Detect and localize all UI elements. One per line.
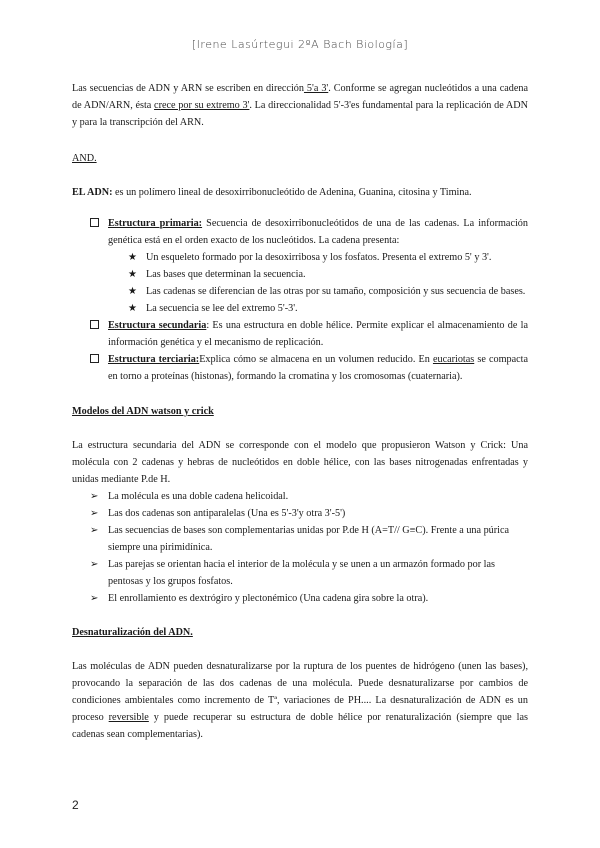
adn-label: EL ADN: xyxy=(72,187,113,198)
structure-text: Secuencia de desoxirribonucleótidos de una de las cadenas. La información genética está en el orden exacto de los nucleótidos. La cadena presenta: xyxy=(108,218,528,246)
structure-item-secondary xyxy=(90,317,528,351)
structure-item-primary xyxy=(90,215,528,317)
bullet-text: La molécula es una doble cadena helicoidal. xyxy=(108,491,289,502)
desnat-text: y puede recuperar su estructura de doble hélice por renaturalización (siempre que las cadenas sean complementarias). xyxy=(72,712,528,740)
structure-text: se compacta en torno a proteínas (histonas), formando la cromatina y los cromosomas (cuaternaria). xyxy=(108,354,529,382)
star-bullet-icon: ★ xyxy=(128,269,137,280)
arrow-bullet-icon: ➢ xyxy=(90,525,99,536)
document-body xyxy=(72,80,528,743)
list-item xyxy=(90,505,528,522)
bullet-text: El enrollamiento es dextrógiro y plectonémico (Una cadena gira sobre la otra). xyxy=(108,593,429,604)
reversible-underlined: reversible xyxy=(108,712,149,723)
structure-item-tertiary xyxy=(90,351,528,385)
watson-bullets xyxy=(72,488,528,607)
list-item xyxy=(128,283,528,300)
extremo-underlined: crece por su extremo 3' xyxy=(154,100,250,111)
eucariotas-underlined: eucariotas xyxy=(432,354,475,365)
star-bullet-icon: ★ xyxy=(128,303,137,314)
desnat-heading: Desnaturalización del ADN. xyxy=(72,627,193,638)
checkbox-icon xyxy=(90,354,99,363)
desnat-text: Las moléculas de ADN pueden desnaturalizarse por la ruptura de los puentes de hidrógeno (unen las bases), provocando la separación de las dos cadenas de una molécula. Puede desnaturalizarse por cambios de condiciones ambientales como incremento de Tª, variaciones de PH.... La desnaturalización de ADN es un proceso xyxy=(72,661,528,723)
intro-paragraph xyxy=(72,80,528,131)
bullet-text: Las secuencias de bases son complementarias unidas por P.de H (A=T// G≡C). Frente a una púrica siempre una pirimidínica. xyxy=(108,525,510,553)
intro-text: . La direccionalidad 5'-3'es fundamental para la replicación de ADN y para la transcripción del ARN. xyxy=(72,100,528,128)
arrow-bullet-icon: ➢ xyxy=(90,491,99,502)
list-item xyxy=(90,488,528,505)
list-item xyxy=(128,300,528,317)
list-item xyxy=(90,556,528,590)
structure-label: Estructura primaria: xyxy=(108,218,203,229)
desnat-paragraph xyxy=(72,658,528,743)
arrow-bullet-icon: ➢ xyxy=(90,559,99,570)
star-bullet-icon: ★ xyxy=(128,286,137,297)
list-item xyxy=(90,590,528,607)
checkbox-icon xyxy=(90,320,99,329)
primary-bullets xyxy=(108,249,528,317)
direction-underlined: 5'a 3' xyxy=(303,83,329,94)
bullet-text: Las parejas se orientan hacia el interior de la molécula y se unen a un armazón formado por las pentosas y los grupos fosfatos. xyxy=(108,559,495,587)
structure-text: : Es una estructura en doble hélice. Permite explicar el almacenamiento de la información genética y el mecanismo de replicación. xyxy=(108,320,528,348)
watson-heading: Modelos del ADN watson y crick xyxy=(72,406,214,417)
star-bullet-icon: ★ xyxy=(128,252,137,263)
bullet-text: Las bases que determinan la secuencia. xyxy=(146,269,306,280)
structure-label: Estructura secundaria xyxy=(108,320,207,331)
arrow-bullet-icon: ➢ xyxy=(90,593,99,604)
and-heading: AND. xyxy=(72,153,97,164)
page-header: [Irene Lasúrtegui 2ºA Bach Biología] xyxy=(191,38,409,51)
bullet-text: Las cadenas se diferencian de las otras por su tamaño, composición y sus secuencia de bases. xyxy=(146,286,526,297)
list-item xyxy=(90,522,528,556)
bullet-text: Las dos cadenas son antiparalelas (Una es 5'-3'y otra 3'-5') xyxy=(108,508,346,519)
intro-text: Las secuencias de ADN y ARN se escriben en dirección xyxy=(72,83,304,94)
bullet-text: La secuencia se lee del extremo 5'-3'. xyxy=(146,303,298,314)
watson-intro: La estructura secundaria del ADN se corresponde con el modelo que propusieron Watson y Crick: Una molécula con 2 cadenas y hebras de nucleótidos en doble hélice, con las bases nitrogenadas enfrentadas y unidas mediante P.de H. xyxy=(72,440,528,485)
structure-label: Estructura terciaria: xyxy=(108,354,200,365)
list-item xyxy=(128,249,528,266)
checkbox-icon xyxy=(90,218,99,227)
structure-text: Explica cómo se almacena en un volumen reducido. En xyxy=(199,354,433,365)
bullet-text: Un esqueleto formado por la desoxirribosa y los fosfatos. Presenta el extremo 5' y 3'. xyxy=(146,252,492,263)
adn-text: es un polímero lineal de desoxirribonucleótido de Adenina, Guanina, citosina y Timina. xyxy=(112,187,472,198)
list-item xyxy=(128,266,528,283)
arrow-bullet-icon: ➢ xyxy=(90,508,99,519)
intro-text: . Conforme se agregan nucleótidos a una cadena de ADN/ARN, ésta xyxy=(72,83,528,111)
structures-list xyxy=(72,215,528,385)
adn-definition xyxy=(72,184,528,201)
page-number: 2 xyxy=(72,798,79,812)
